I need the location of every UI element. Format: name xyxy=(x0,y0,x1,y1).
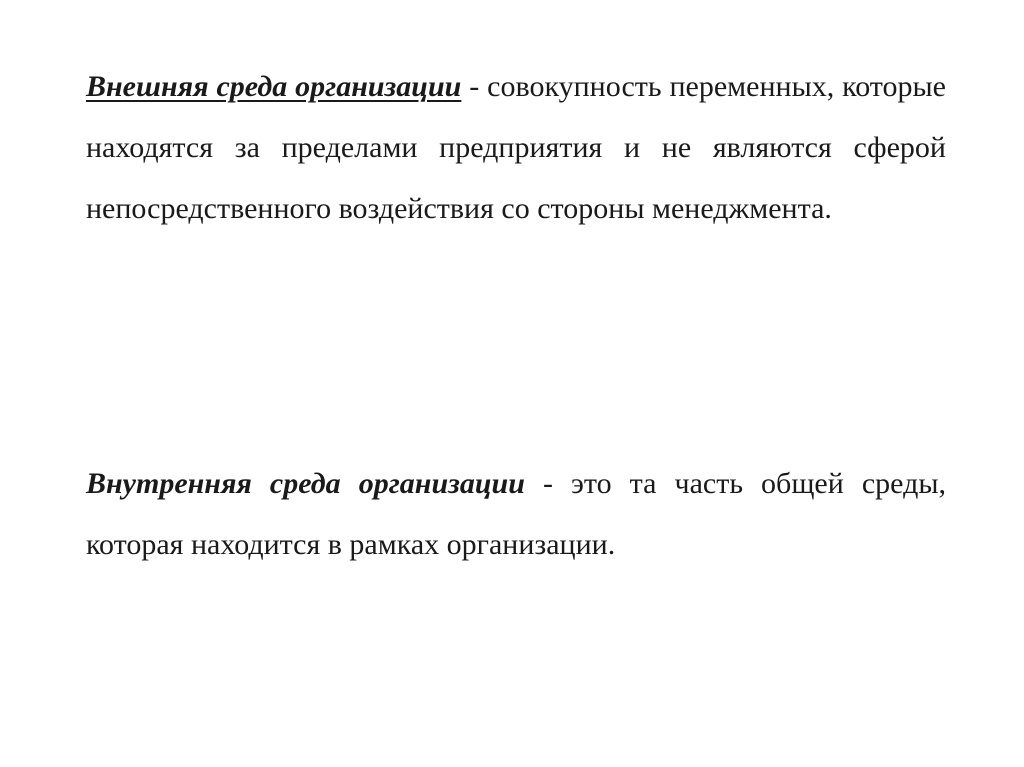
external-environment-definition: - совокупность переменных, которые находятся за пределами предприятия и не являются сферой непосредственного воздействия со стороны менеджмента. xyxy=(86,70,946,225)
external-environment-term: Внешняя среда организации xyxy=(86,70,462,103)
internal-environment-definition: - это та часть общей среды, которая находится в рамках организации. xyxy=(86,467,946,561)
external-environment-paragraph xyxy=(86,56,946,239)
internal-environment-term: Внутренняя среда организации xyxy=(86,467,525,500)
internal-environment-paragraph xyxy=(86,453,946,575)
